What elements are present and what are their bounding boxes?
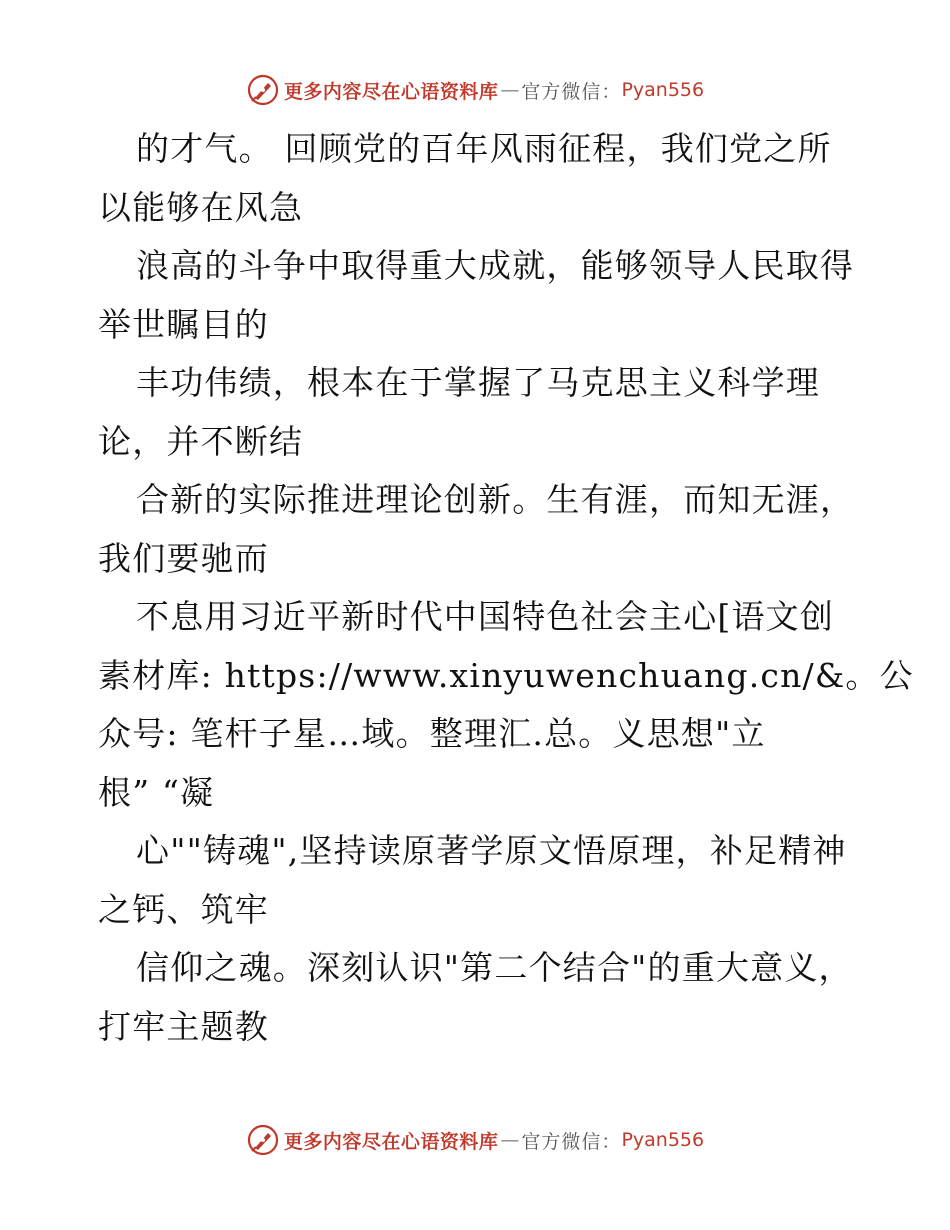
text-line: 打牢主题教 (98, 1006, 269, 1046)
text-line: 素材库: https://www.xinyuwenchuang.cn/&。公 (98, 655, 914, 695)
watermark-label: 官方微信： (521, 80, 622, 103)
text-line: 论，并不断结 (98, 421, 304, 461)
text-line: 众号: 笔杆子星…域。整理汇.总。义思想"立 (98, 714, 766, 753)
text-line: 根” “凝 (98, 772, 215, 812)
text-line: 之钙、筑牢 (98, 889, 269, 929)
text-line: 浪高的斗争中取得重大成就，能够领导人民取得 (136, 246, 855, 285)
pen-nib-icon (246, 1123, 280, 1157)
watermark-wechat-id: Pyan556 (621, 79, 705, 101)
watermark-dash: — (500, 1129, 520, 1151)
watermark-main-text: 更多内容尽在心语资料库 (283, 1130, 499, 1153)
pen-nib-icon (246, 73, 280, 107)
text-line: 合新的实际推进理论创新。生有涯，而知无涯， (136, 480, 855, 519)
document-body (98, 120, 914, 1056)
text-line: 以能够在风急 (98, 187, 304, 227)
text-line: 不息用习近平新时代中国特色社会主心[语文创 (136, 597, 835, 636)
watermark-dash: — (500, 79, 520, 101)
text-line: 的才气。 回顾党的百年风雨征程，我们党之所 (136, 129, 832, 168)
text-line: 丰功伟绩，根本在于掌握了马克思主义科学理 (136, 363, 820, 402)
text-line: 心""铸魂",坚持读原著学原文悟原理，补足精神 (136, 831, 847, 870)
text-line: 我们要驰而 (98, 538, 269, 578)
watermark-main-text: 更多内容尽在心语资料库 (283, 80, 499, 103)
text-line: 举世瞩目的 (98, 304, 269, 344)
footer-watermark (0, 1120, 950, 1160)
text-line: 信仰之魂。深刻认识"第二个结合"的重大意义， (136, 948, 853, 987)
watermark-wechat-id: Pyan556 (621, 1129, 705, 1151)
header-watermark (0, 70, 950, 110)
watermark-label: 官方微信： (521, 1130, 622, 1153)
